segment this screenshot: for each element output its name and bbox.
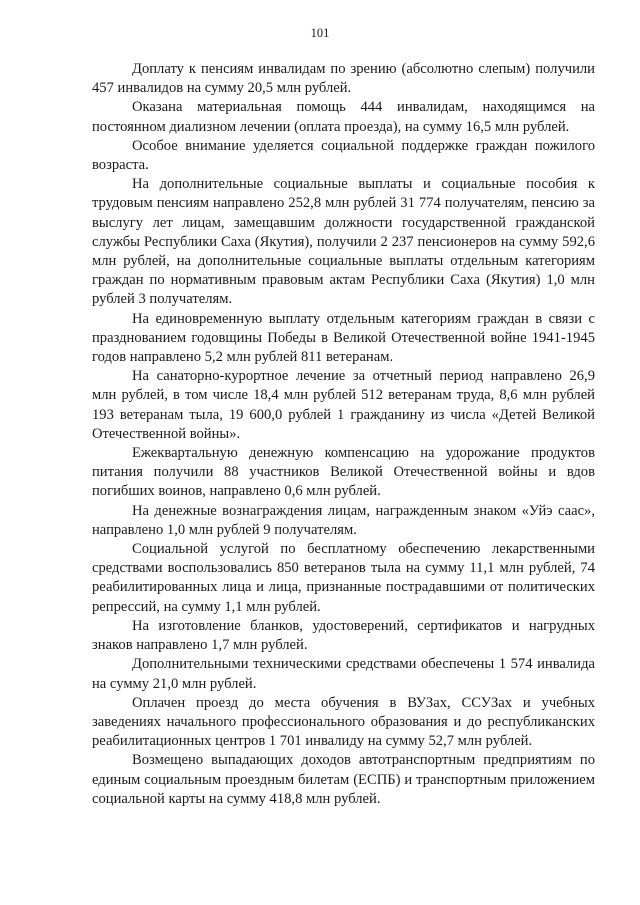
paragraph: Оказана материальная помощь 444 инвалидам, находящимся на постоянном диализном лечении (оплата проезда), на сумму 16,5 млн рублей.	[92, 99, 595, 135]
paragraph: На санаторно-курортное лечение за отчетный период направлено 26,9 млн рублей, в том числе 18,4 млн рублей 512 ветеранам труда, 8,6 млн рублей 193 ветеранам тыла, 19 600,0 рублей 1 гражданину из числа «Детей Великой Отечественной войны».	[92, 368, 595, 442]
document-body	[92, 60, 595, 809]
paragraph: На денежные вознаграждения лицам, награжденным знаком «Уйэ саас», направлено 1,0 млн рублей 9 получателям.	[92, 502, 595, 538]
paragraph: На единовременную выплату отдельным категориям граждан в связи с празднованием годовщины Победы в Великой Отечественной войне 1941-1945 годов направлено 5,2 млн рублей 811 ветеранам.	[92, 310, 595, 366]
paragraph: На дополнительные социальные выплаты и социальные пособия к трудовым пенсиям направлено 252,8 млн рублей 31 774 получателям, пенсию за выслугу лет лицам, замещавшим должности государственной гражданской службы Республики Саха (Якутия), получили 2 237 пенсионеров на сумму 592,6 млн рублей, на дополнительные социальные выплаты отдельным категориям граждан по нормативным правовым актам Республики Саха (Якутия) 1,0 млн рублей 3 получателям.	[92, 176, 595, 308]
page-number: 101	[310, 26, 330, 40]
paragraph: Социальной услугой по бесплатному обеспечению лекарственными средствами воспользовались 850 ветеранов тыла на сумму 11,1 млн рублей, 74 реабилитированных лица и лица, признанные пострадавшими от политических репрессий, на сумму 1,1 млн рублей.	[92, 541, 595, 615]
paragraph: Ежеквартальную денежную компенсацию на удорожание продуктов питания получили 88 участников Великой Отечественной войны и вдов погибших воинов, направлено 0,6 млн рублей.	[92, 445, 595, 500]
paragraph: Оплачен проезд до места обучения в ВУЗах, ССУЗах и учебных заведениях начального профессионального образования и до республиканских реабилитационных центров 1 701 инвалиду на сумму 52,7 млн рублей.	[92, 694, 595, 750]
paragraph: Доплату к пенсиям инвалидам по зрению (абсолютно слепым) получили 457 инвалидов на сумму 20,5 млн рублей.	[92, 61, 595, 97]
paragraph: На изготовление бланков, удостоверений, сертификатов и нагрудных знаков направлено 1,7 млн рублей.	[92, 617, 595, 654]
paragraph: Дополнительными техническими средствами обеспечены 1 574 инвалида на сумму 21,0 млн рублей.	[92, 656, 595, 692]
paragraph: Особое внимание уделяется социальной поддержке граждан пожилого возраста.	[92, 137, 595, 174]
paragraph: Возмещено выпадающих доходов автотранспортным предприятиям по единым социальным проездным билетам (ЕСПБ) и транспортным приложением социальной карты на сумму 418,8 млн рублей.	[92, 752, 595, 807]
